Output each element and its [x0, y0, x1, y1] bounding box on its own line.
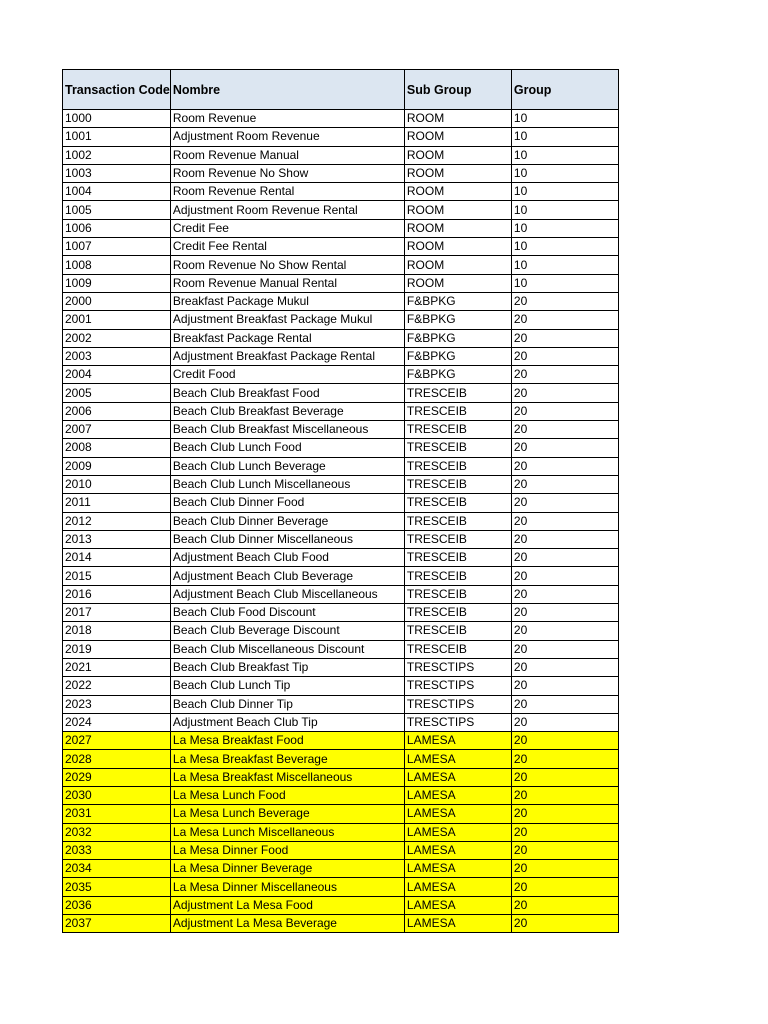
- cell-nombre: Beach Club Breakfast Beverage: [170, 402, 404, 420]
- cell-group: 20: [511, 366, 618, 384]
- table-row: [63, 402, 619, 420]
- cell-nombre: La Mesa Lunch Food: [170, 786, 404, 804]
- cell-transaction-code: 2028: [63, 750, 171, 768]
- table-header: [63, 70, 619, 110]
- cell-nombre: La Mesa Breakfast Beverage: [170, 750, 404, 768]
- table-row: [63, 457, 619, 475]
- cell-nombre: Credit Fee: [170, 219, 404, 237]
- table-row: [63, 311, 619, 329]
- cell-sub-group: ROOM: [404, 219, 511, 237]
- table-row: [63, 384, 619, 402]
- table-row: [63, 530, 619, 548]
- cell-group: 20: [511, 384, 618, 402]
- cell-nombre: Adjustment Beach Club Tip: [170, 713, 404, 731]
- cell-group: 20: [511, 347, 618, 365]
- cell-group: 20: [511, 292, 618, 310]
- cell-sub-group: ROOM: [404, 274, 511, 292]
- table-row: [63, 146, 619, 164]
- cell-sub-group: F&BPKG: [404, 347, 511, 365]
- cell-sub-group: LAMESA: [404, 732, 511, 750]
- cell-nombre: Adjustment Beach Club Beverage: [170, 567, 404, 585]
- table-row: [63, 622, 619, 640]
- cell-transaction-code: 2015: [63, 567, 171, 585]
- cell-nombre: Beach Club Lunch Tip: [170, 677, 404, 695]
- cell-sub-group: TRESCEIB: [404, 494, 511, 512]
- table-row: [63, 549, 619, 567]
- cell-sub-group: TRESCEIB: [404, 567, 511, 585]
- cell-transaction-code: 1004: [63, 183, 171, 201]
- cell-sub-group: TRESCEIB: [404, 384, 511, 402]
- cell-sub-group: ROOM: [404, 183, 511, 201]
- cell-transaction-code: 1000: [63, 110, 171, 128]
- cell-transaction-code: 2000: [63, 292, 171, 310]
- cell-transaction-code: 2035: [63, 878, 171, 896]
- cell-group: 20: [511, 585, 618, 603]
- cell-transaction-code: 2027: [63, 732, 171, 750]
- cell-sub-group: ROOM: [404, 256, 511, 274]
- cell-group: 20: [511, 439, 618, 457]
- header-group: Group: [511, 70, 618, 110]
- cell-sub-group: TRESCEIB: [404, 421, 511, 439]
- cell-sub-group: F&BPKG: [404, 292, 511, 310]
- cell-transaction-code: 2029: [63, 768, 171, 786]
- cell-transaction-code: 1001: [63, 128, 171, 146]
- table-row: [63, 292, 619, 310]
- cell-nombre: Beach Club Lunch Miscellaneous: [170, 475, 404, 493]
- cell-nombre: La Mesa Lunch Beverage: [170, 805, 404, 823]
- cell-nombre: Beach Club Beverage Discount: [170, 622, 404, 640]
- table-row: [63, 421, 619, 439]
- table-row: [63, 823, 619, 841]
- cell-nombre: Adjustment Beach Club Miscellaneous: [170, 585, 404, 603]
- cell-sub-group: ROOM: [404, 146, 511, 164]
- cell-transaction-code: 2007: [63, 421, 171, 439]
- cell-group: 10: [511, 183, 618, 201]
- cell-sub-group: LAMESA: [404, 878, 511, 896]
- table-row: [63, 219, 619, 237]
- cell-group: 10: [511, 238, 618, 256]
- cell-sub-group: ROOM: [404, 128, 511, 146]
- cell-group: 10: [511, 274, 618, 292]
- cell-transaction-code: 2012: [63, 512, 171, 530]
- cell-sub-group: TRESCTIPS: [404, 713, 511, 731]
- cell-group: 20: [511, 567, 618, 585]
- cell-group: 20: [511, 915, 618, 933]
- cell-transaction-code: 2023: [63, 695, 171, 713]
- transaction-code-table: [62, 69, 619, 933]
- cell-transaction-code: 2034: [63, 860, 171, 878]
- cell-transaction-code: 2032: [63, 823, 171, 841]
- table-row: [63, 512, 619, 530]
- cell-sub-group: TRESCEIB: [404, 439, 511, 457]
- cell-nombre: Room Revenue No Show: [170, 164, 404, 182]
- table-row: [63, 110, 619, 128]
- table-row: [63, 878, 619, 896]
- table-row: [63, 677, 619, 695]
- table-row: [63, 256, 619, 274]
- table-row: [63, 860, 619, 878]
- cell-transaction-code: 2010: [63, 475, 171, 493]
- table-row: [63, 128, 619, 146]
- table-body: [63, 110, 619, 933]
- cell-transaction-code: 2018: [63, 622, 171, 640]
- cell-sub-group: ROOM: [404, 164, 511, 182]
- cell-nombre: Adjustment Breakfast Package Rental: [170, 347, 404, 365]
- cell-transaction-code: 1007: [63, 238, 171, 256]
- cell-group: 20: [511, 860, 618, 878]
- cell-nombre: Room Revenue No Show Rental: [170, 256, 404, 274]
- cell-group: 20: [511, 604, 618, 622]
- cell-nombre: Adjustment Room Revenue: [170, 128, 404, 146]
- cell-sub-group: ROOM: [404, 201, 511, 219]
- cell-sub-group: LAMESA: [404, 768, 511, 786]
- table-row: [63, 786, 619, 804]
- cell-sub-group: LAMESA: [404, 915, 511, 933]
- cell-group: 20: [511, 713, 618, 731]
- cell-transaction-code: 2003: [63, 347, 171, 365]
- cell-sub-group: TRESCTIPS: [404, 658, 511, 676]
- cell-nombre: Room Revenue Manual Rental: [170, 274, 404, 292]
- cell-sub-group: TRESCEIB: [404, 640, 511, 658]
- cell-sub-group: LAMESA: [404, 860, 511, 878]
- cell-group: 20: [511, 457, 618, 475]
- cell-nombre: Beach Club Lunch Beverage: [170, 457, 404, 475]
- cell-nombre: La Mesa Lunch Miscellaneous: [170, 823, 404, 841]
- cell-group: 20: [511, 640, 618, 658]
- cell-group: 20: [511, 494, 618, 512]
- cell-nombre: Adjustment Beach Club Food: [170, 549, 404, 567]
- cell-group: 20: [511, 732, 618, 750]
- cell-nombre: Beach Club Breakfast Tip: [170, 658, 404, 676]
- cell-nombre: Beach Club Lunch Food: [170, 439, 404, 457]
- cell-sub-group: TRESCEIB: [404, 475, 511, 493]
- cell-sub-group: F&BPKG: [404, 311, 511, 329]
- table-row: [63, 713, 619, 731]
- cell-nombre: Beach Club Breakfast Food: [170, 384, 404, 402]
- cell-group: 20: [511, 805, 618, 823]
- cell-transaction-code: 2006: [63, 402, 171, 420]
- table-row: [63, 494, 619, 512]
- cell-nombre: Beach Club Dinner Miscellaneous: [170, 530, 404, 548]
- table-row: [63, 274, 619, 292]
- cell-transaction-code: 1008: [63, 256, 171, 274]
- cell-group: 20: [511, 695, 618, 713]
- cell-sub-group: TRESCEIB: [404, 512, 511, 530]
- cell-sub-group: TRESCEIB: [404, 402, 511, 420]
- table-row: [63, 732, 619, 750]
- cell-group: 20: [511, 475, 618, 493]
- cell-transaction-code: 2031: [63, 805, 171, 823]
- cell-sub-group: LAMESA: [404, 786, 511, 804]
- cell-transaction-code: 1003: [63, 164, 171, 182]
- table-row: [63, 439, 619, 457]
- table-row: [63, 896, 619, 914]
- header-transaction-code: Transaction Code: [63, 70, 171, 110]
- cell-nombre: Beach Club Miscellaneous Discount: [170, 640, 404, 658]
- cell-sub-group: TRESCTIPS: [404, 677, 511, 695]
- cell-transaction-code: 1005: [63, 201, 171, 219]
- cell-group: 20: [511, 823, 618, 841]
- cell-sub-group: TRESCEIB: [404, 585, 511, 603]
- cell-nombre: Room Revenue Rental: [170, 183, 404, 201]
- table-row: [63, 164, 619, 182]
- table-row: [63, 567, 619, 585]
- cell-nombre: Adjustment La Mesa Food: [170, 896, 404, 914]
- cell-nombre: Beach Club Breakfast Miscellaneous: [170, 421, 404, 439]
- cell-group: 20: [511, 896, 618, 914]
- cell-group: 10: [511, 146, 618, 164]
- cell-nombre: Beach Club Food Discount: [170, 604, 404, 622]
- cell-transaction-code: 2033: [63, 841, 171, 859]
- cell-transaction-code: 2013: [63, 530, 171, 548]
- cell-sub-group: TRESCEIB: [404, 457, 511, 475]
- cell-nombre: Adjustment Breakfast Package Mukul: [170, 311, 404, 329]
- cell-sub-group: LAMESA: [404, 841, 511, 859]
- header-sub-group: Sub Group: [404, 70, 511, 110]
- table-row: [63, 695, 619, 713]
- cell-nombre: Adjustment La Mesa Beverage: [170, 915, 404, 933]
- table-row: [63, 347, 619, 365]
- cell-nombre: Breakfast Package Mukul: [170, 292, 404, 310]
- table-row: [63, 915, 619, 933]
- cell-transaction-code: 2009: [63, 457, 171, 475]
- cell-nombre: Credit Fee Rental: [170, 238, 404, 256]
- cell-group: 10: [511, 201, 618, 219]
- cell-nombre: Beach Club Dinner Beverage: [170, 512, 404, 530]
- cell-group: 20: [511, 311, 618, 329]
- cell-nombre: Adjustment Room Revenue Rental: [170, 201, 404, 219]
- cell-group: 20: [511, 512, 618, 530]
- cell-nombre: La Mesa Breakfast Miscellaneous: [170, 768, 404, 786]
- cell-transaction-code: 2030: [63, 786, 171, 804]
- cell-sub-group: LAMESA: [404, 805, 511, 823]
- cell-sub-group: TRESCEIB: [404, 622, 511, 640]
- cell-transaction-code: 2024: [63, 713, 171, 731]
- cell-transaction-code: 1002: [63, 146, 171, 164]
- cell-group: 10: [511, 128, 618, 146]
- cell-nombre: La Mesa Dinner Food: [170, 841, 404, 859]
- table-row: [63, 805, 619, 823]
- cell-transaction-code: 2011: [63, 494, 171, 512]
- cell-transaction-code: 2022: [63, 677, 171, 695]
- cell-transaction-code: 2016: [63, 585, 171, 603]
- cell-group: 20: [511, 549, 618, 567]
- cell-group: 20: [511, 658, 618, 676]
- cell-transaction-code: 2036: [63, 896, 171, 914]
- cell-transaction-code: 2021: [63, 658, 171, 676]
- cell-transaction-code: 2008: [63, 439, 171, 457]
- cell-nombre: Beach Club Dinner Tip: [170, 695, 404, 713]
- cell-sub-group: TRESCEIB: [404, 549, 511, 567]
- cell-nombre: La Mesa Dinner Miscellaneous: [170, 878, 404, 896]
- cell-transaction-code: 2014: [63, 549, 171, 567]
- table-row: [63, 768, 619, 786]
- table-row: [63, 238, 619, 256]
- cell-transaction-code: 2001: [63, 311, 171, 329]
- cell-nombre: La Mesa Dinner Beverage: [170, 860, 404, 878]
- cell-nombre: La Mesa Breakfast Food: [170, 732, 404, 750]
- table-row: [63, 658, 619, 676]
- cell-sub-group: ROOM: [404, 238, 511, 256]
- cell-group: 20: [511, 768, 618, 786]
- cell-sub-group: LAMESA: [404, 823, 511, 841]
- cell-transaction-code: 2005: [63, 384, 171, 402]
- cell-group: 10: [511, 110, 618, 128]
- cell-nombre: Breakfast Package Rental: [170, 329, 404, 347]
- cell-sub-group: LAMESA: [404, 896, 511, 914]
- cell-nombre: Beach Club Dinner Food: [170, 494, 404, 512]
- table-row: [63, 750, 619, 768]
- cell-transaction-code: 1006: [63, 219, 171, 237]
- cell-nombre: Room Revenue: [170, 110, 404, 128]
- cell-group: 20: [511, 622, 618, 640]
- table-row: [63, 585, 619, 603]
- cell-sub-group: F&BPKG: [404, 329, 511, 347]
- table-row: [63, 329, 619, 347]
- table-row: [63, 201, 619, 219]
- cell-transaction-code: 2002: [63, 329, 171, 347]
- cell-group: 20: [511, 786, 618, 804]
- header-row: [63, 70, 619, 110]
- cell-group: 20: [511, 750, 618, 768]
- cell-transaction-code: 1009: [63, 274, 171, 292]
- cell-group: 10: [511, 219, 618, 237]
- cell-transaction-code: 2017: [63, 604, 171, 622]
- cell-group: 20: [511, 878, 618, 896]
- cell-group: 20: [511, 421, 618, 439]
- table-row: [63, 475, 619, 493]
- cell-group: 20: [511, 841, 618, 859]
- table-row: [63, 604, 619, 622]
- cell-sub-group: LAMESA: [404, 750, 511, 768]
- cell-sub-group: TRESCEIB: [404, 604, 511, 622]
- table-row: [63, 183, 619, 201]
- table-row: [63, 640, 619, 658]
- cell-transaction-code: 2037: [63, 915, 171, 933]
- cell-transaction-code: 2004: [63, 366, 171, 384]
- table-row: [63, 841, 619, 859]
- cell-sub-group: TRESCEIB: [404, 530, 511, 548]
- header-nombre: Nombre: [170, 70, 404, 110]
- cell-sub-group: TRESCTIPS: [404, 695, 511, 713]
- cell-sub-group: F&BPKG: [404, 366, 511, 384]
- cell-group: 20: [511, 677, 618, 695]
- cell-nombre: Room Revenue Manual: [170, 146, 404, 164]
- cell-group: 20: [511, 402, 618, 420]
- cell-transaction-code: 2019: [63, 640, 171, 658]
- cell-sub-group: ROOM: [404, 110, 511, 128]
- cell-group: 20: [511, 329, 618, 347]
- cell-group: 20: [511, 530, 618, 548]
- table-row: [63, 366, 619, 384]
- cell-group: 10: [511, 164, 618, 182]
- cell-group: 10: [511, 256, 618, 274]
- cell-nombre: Credit Food: [170, 366, 404, 384]
